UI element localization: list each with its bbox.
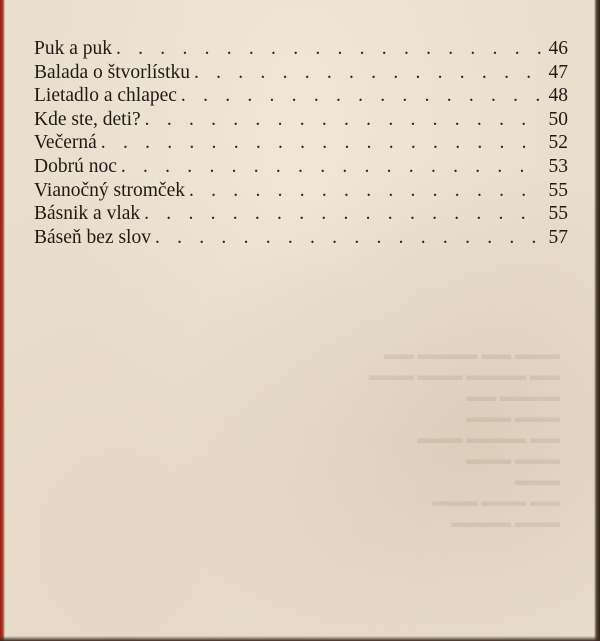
toc-entry-title: Báseň bez slov (34, 226, 151, 248)
toc-entry-title: Básnik a vlak (34, 203, 141, 225)
toc-dot-leader (101, 132, 543, 154)
toc-entry-page: 47 (548, 61, 568, 83)
toc-entry-page: 53 (548, 155, 568, 177)
toc-entry-page: 50 (548, 108, 568, 130)
toc-entry-page: 48 (548, 85, 568, 107)
toc-entry-title: Kde ste, deti? (34, 108, 141, 130)
toc-entry (34, 62, 568, 86)
toc-entry-title: Vianočný stromček (34, 179, 185, 201)
toc-dot-leader (194, 62, 543, 84)
page-edge-left (0, 0, 5, 641)
toc-entry-page: 46 (548, 38, 568, 59)
toc-entry (34, 203, 568, 227)
toc-entry (34, 85, 568, 109)
toc-entry-title: Dobrú noc (34, 155, 117, 177)
toc-entry-title: Večerná (34, 132, 97, 154)
table-of-contents (34, 38, 568, 250)
toc-entry-title: Lietadlo a chlapec (34, 85, 177, 107)
page-edge-bottom (0, 636, 600, 641)
page-edge-right (594, 0, 600, 641)
toc-entry (34, 109, 568, 133)
toc-entry-title: Balada o štvorlístku (34, 61, 190, 83)
toc-entry (34, 38, 568, 62)
bleed-through-texture: ▬▬▬ ▬▬ ▬▬▬▬ ▬▬ ▬▬ ▬▬▬▬ ▬▬▬ ▬▬▬ ▬▬▬▬ ▬▬ ▬▬▬ ▬▬▬ ▬▬ ▬▬▬▬ ▬▬▬ ▬▬▬ ▬▬▬ ▬▬▬ ▬▬ ▬▬▬ ▬▬▬ ▬▬▬ ▬▬▬▬ (368, 347, 560, 531)
toc-entry-page: 57 (548, 226, 568, 248)
toc-entry-page: 55 (548, 203, 568, 225)
toc-entry (34, 156, 568, 180)
toc-entry (34, 180, 568, 204)
toc-entry-page: 52 (548, 132, 568, 154)
toc-dot-leader (181, 85, 543, 107)
toc-dot-leader (155, 227, 543, 249)
toc-entry-page: 55 (548, 179, 568, 201)
toc-dot-leader (121, 156, 543, 178)
toc-dot-leader (189, 180, 543, 202)
toc-entry-title: Puk a puk (34, 38, 112, 59)
toc-entry (34, 227, 568, 251)
toc-dot-leader (116, 38, 543, 60)
toc-dot-leader (144, 203, 542, 225)
toc-entry (34, 132, 568, 156)
toc-dot-leader (145, 109, 543, 131)
